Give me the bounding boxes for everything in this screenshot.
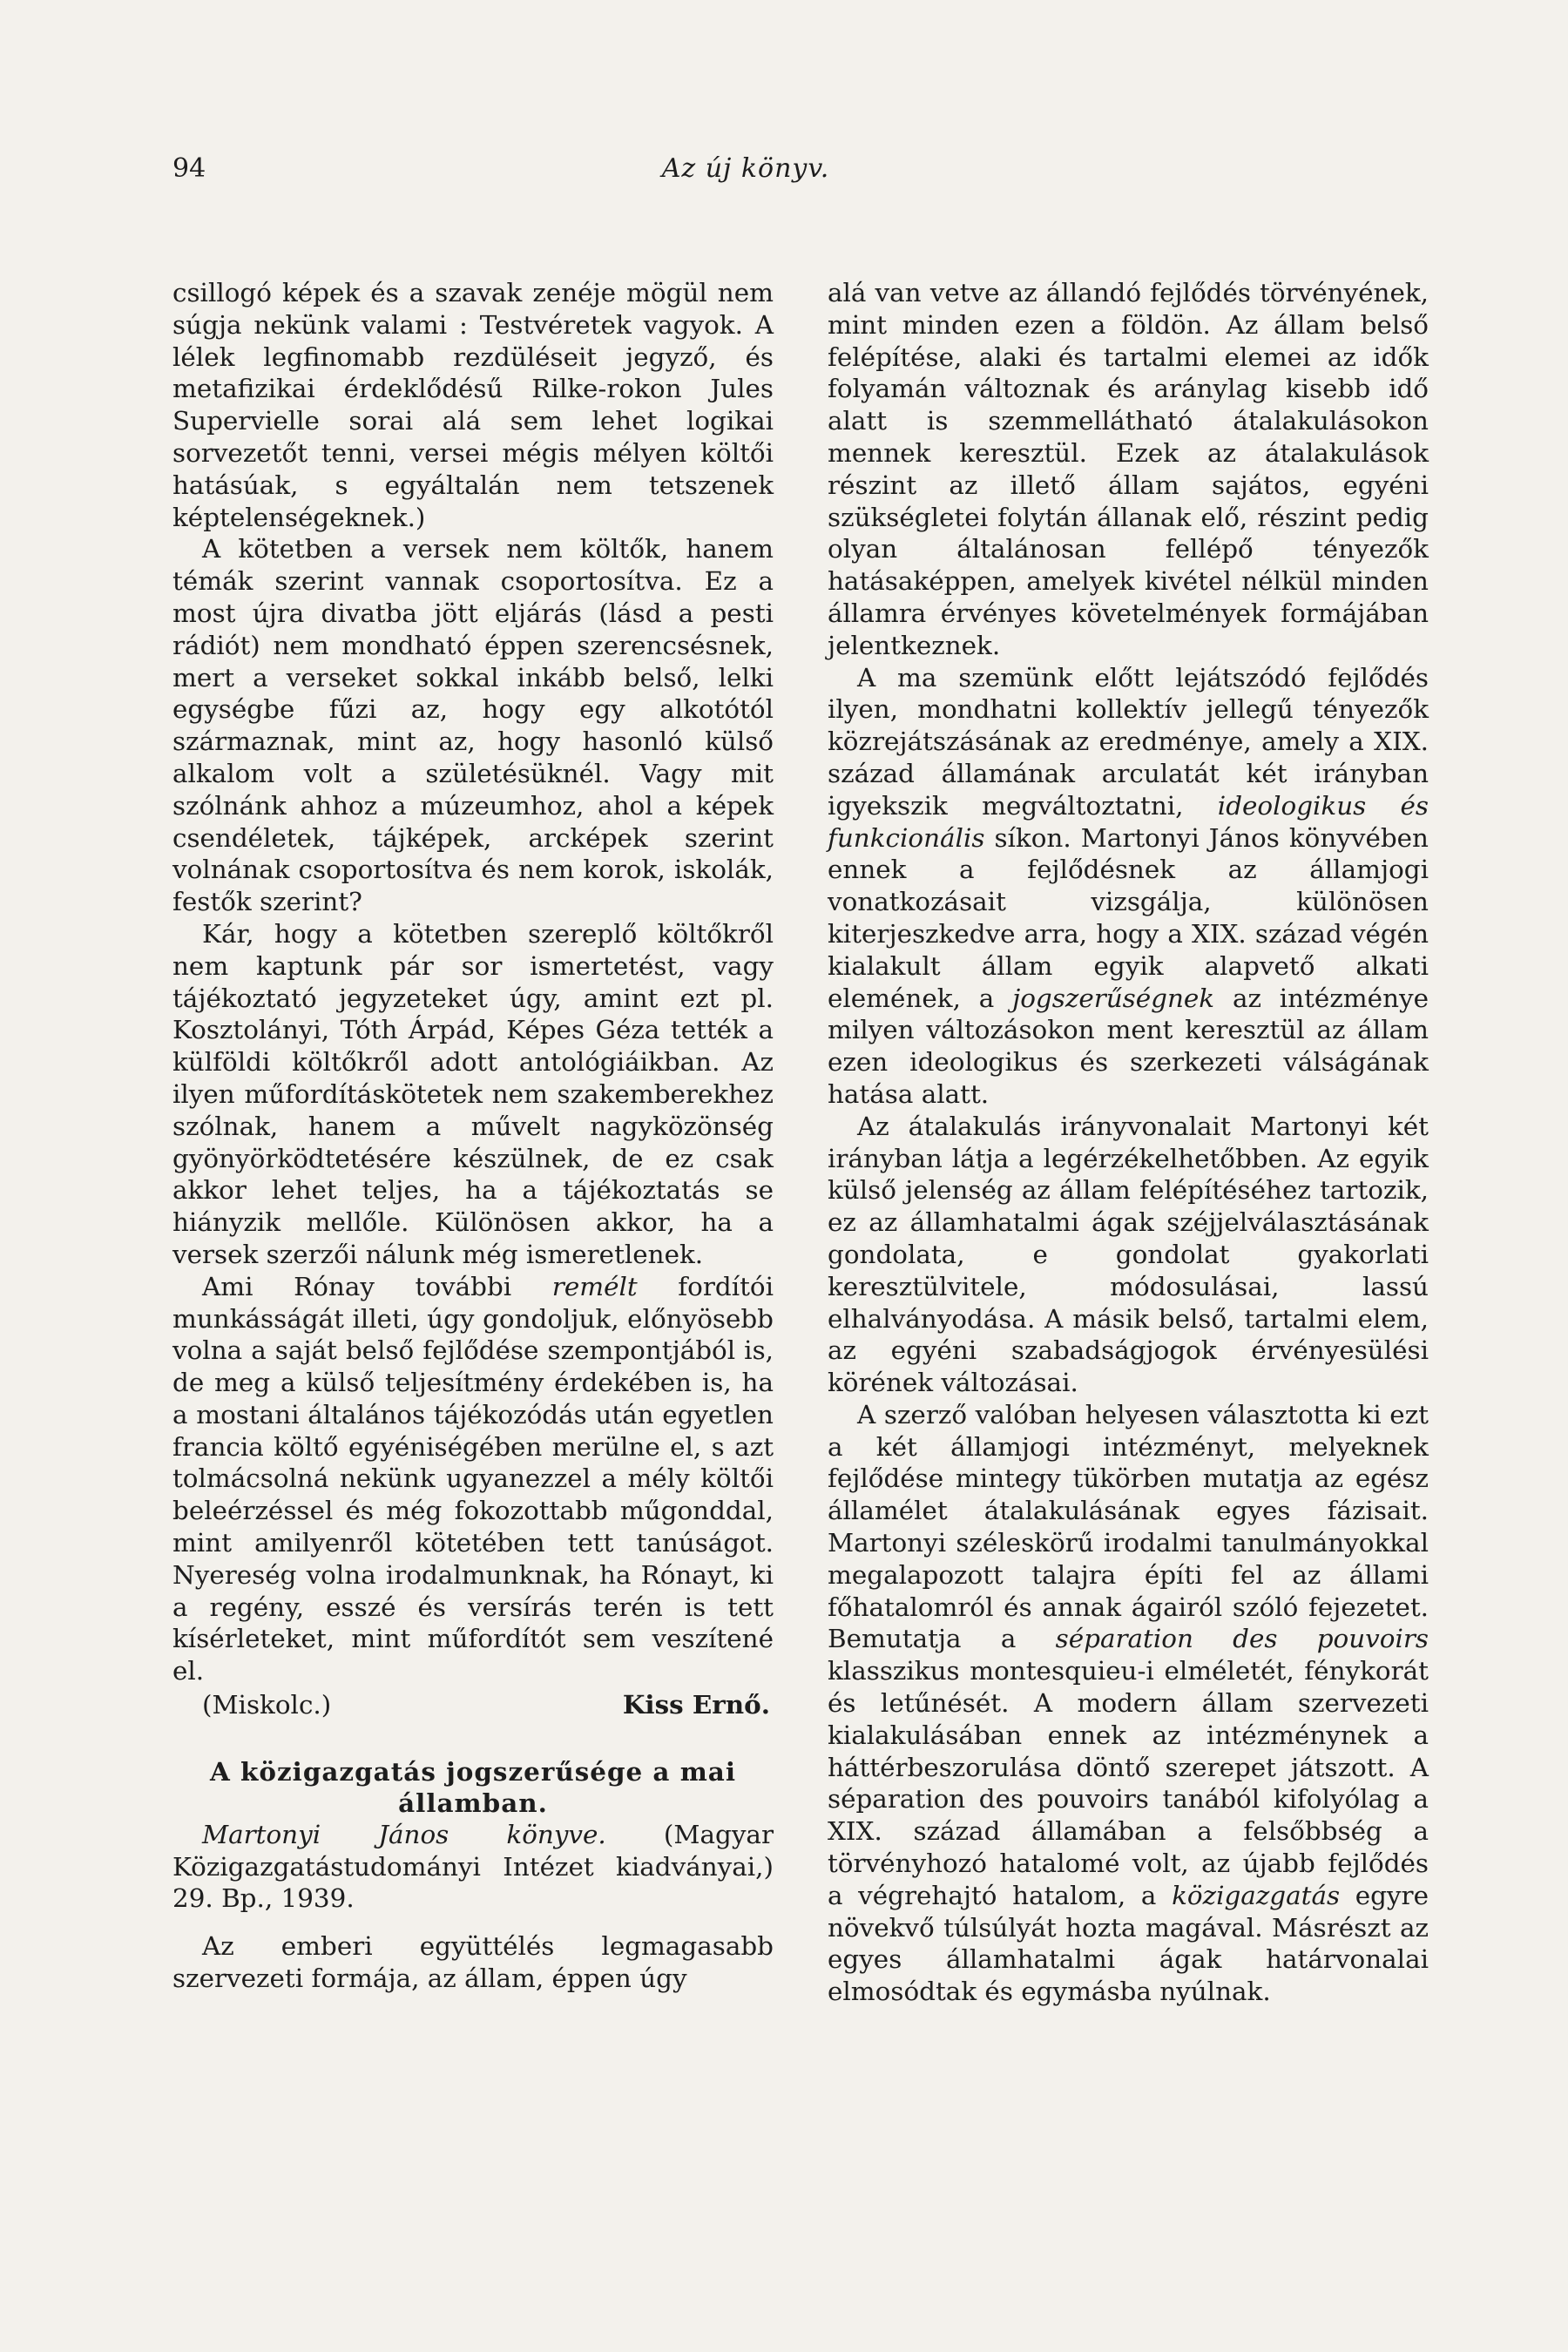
signature-place: (Miskolc.) <box>202 1690 332 1720</box>
right-column <box>828 277 1429 2008</box>
section-title: A közigazgatás jogszerűsége a mai államban. <box>209 1755 737 1818</box>
running-title: Az új könyv. <box>661 153 830 184</box>
right-p4-text-a: A szerző valóban helyesen választotta ki ezt a két államjogi intézményt, melyeknek fejlődése mintegy tükörben mutatja az egész államélet átalakulásának egyes fázisait. Martonyi széleskörű irodalmi tanulmányokkal megalapozott talajra építi fel az állami főhatalomról és annak ágairól szóló fejezetet. Bemutatja a <box>828 1399 1429 1654</box>
right-p2-italic-b: jogszerűségnek <box>1012 983 1215 1013</box>
right-p2-text-c: az intézménye milyen változásokon ment keresztül az állam ezen ideologikus és szerkezeti válságának hatása alatt. <box>828 983 1429 1109</box>
right-paragraph-3: Az átalakulás irányvonalait Martonyi két irányban látja a legérzékelhetőbben. Az egyik külső jelenség az állam felépítéséhez tartozik, ez az államhatalmi ágak széjjelválasztásának gondolata, e gondolat gyakorlati keresztülvitele, módosulásai, lassú elhalványodása. A másik belső, tartalmi elem, az egyéni szabadságjogok érvényesülési körének változásai. <box>828 1111 1429 1398</box>
left-paragraph-2: A kötetben a versek nem költők, hanem témák szerint vannak csoportosítva. Ez a most újra divatba jött eljárás (lásd a pesti rádiót) nem mondható éppen szerencsésnek, mert a verseket sokkal inkább belső, lelki egységbe fűzi az, hogy egy alkotótól származnak, mint az, hogy hasonló külső alkalom volt a születésüknél. Vagy mit szólnánk ahhoz a múzeumhoz, ahol a képek csendéletek, tájképek, arcképek szerint volnának csoportosítva és nem korok, iskolák, festők szerint? <box>172 534 774 917</box>
right-p4-italic-b: közigazgatás <box>1172 1880 1341 1910</box>
left-p4-italic: remélt <box>551 1271 638 1301</box>
citation-italic: Martonyi János könyve. <box>202 1819 606 1849</box>
right-p4-text-c: egyre növekvő túlsúlyát hozta magával. Másrészt az egyes államhatalmi ágak határvonalai elmosódtak és egymásba nyúlnak. <box>828 1880 1429 2007</box>
right-p2-italic-a: ideologikus és funkcionális <box>828 790 1429 853</box>
page-number: 94 <box>172 153 206 184</box>
page-header <box>172 153 1319 192</box>
left-paragraph-3: Kár, hogy a kötetben szereplő költőkről nem kaptunk pár sor ismertetést, vagy tájékoztató jegyzeteket úgy, amint ezt pl. Kosztolányi, Tóth Árpád, Képes Géza tették a külföldi költőkről adott antológiáikban. Az ilyen műfordításkötetek nem szakemberekhez szólnak, hanem a művelt nagyközönség gyönyörködtetésére készülnek, de ez csak akkor lehet teljes, ha a tájékoztatás se hiányzik mellőle. Különösen akkor, ha a versek szerzői nálunk még ismeretlenek. <box>172 918 774 1269</box>
left-p4-text-b: fordítói munkásságát illeti, úgy gondoljuk, előnyösebb volna a saját belső fejlődése szempontjából is, de meg a külső teljesítmény érdekében is, ha a mostani általános tájékozódás után egyetlen francia költő egyéniségében merülne el, s azt tolmácsolná nekünk ugyanezzel a mély költői beleérzéssel és még fokozottabb műgonddal, mint amilyenről kötetében tett tanúságot. Nyereség volna irodalmunknak, ha Rónayt, ki a regény, esszé és versírás terén is tett kísérleteket, mint műfordítót sem veszítené el. <box>172 1271 774 1686</box>
right-paragraph-2 <box>828 662 1429 1111</box>
book-citation <box>172 1819 774 1915</box>
right-paragraph-4 <box>828 1399 1429 2008</box>
citation-rest: (Magyar Közigazgatástudományi Intézet kiadványai,) 29. Bp., 1939. <box>172 1819 774 1914</box>
right-p4-italic-a: séparation des pouvoirs <box>1055 1624 1429 1654</box>
right-p4-text-b: klasszikus montesquieu-i elméletét, fénykorát és letűnését. A modern állam szervezeti kialakulásában ennek az intézménynek a háttérbeszorulása döntő szerepet játszott. A séparation des pouvoirs tanából kifolyólag a XIX. század államában a felsőbbség a törvényhozó hatalomé volt, az újabb fejlődés a végrehajtó hatalom, a <box>828 1656 1429 1910</box>
signature-author: Kiss Ernő. <box>622 1689 770 1720</box>
right-paragraph-1: alá van vetve az állandó fejlődés törvényének, mint minden ezen a földön. Az állam belső felépítése, alaki és tartalmi elemei az idők folyamán változnak és aránylag kisebb idő alatt is szemmellátható átalakulásokon mennek keresztül. Ezek az átalakulások részint az illető állam sajátos, egyéni szükségletei folytán állanak elő, részint pedig olyan általánosan fellépő tényezők hatásaképpen, amelyek kivétel nélkül minden államra érvényes követelmények formájában jelentkeznek. <box>828 278 1429 660</box>
right-p2-text-b: síkon. Martonyi János könyvében ennek a fejlődésnek az államjogi vonatkozásait vizsgálja, különösen kiterjeszkedve arra, hogy a XIX. század végén kialakult állam egyik alapvető alkati elemének, a <box>828 822 1429 1013</box>
left-p4-text-a: Ami Rónay további <box>202 1271 552 1301</box>
left-paragraph-1: csillogó képek és a szavak zenéje mögül nem súgja nekünk valami : Testvéretek vagyok. A lélek legfinomabb rezdüléseit jegyző, és metafizikai érdeklődésű Rilke-rokon Jules Supervielle sorai alá sem lehet logikai sorvezetőt tenni, versei mégis mélyen költői hatásúak, s egyáltalán nem tetszenek képtelenségeknek.) <box>172 278 774 532</box>
left-column <box>172 277 774 1995</box>
left-paragraph-5: Az emberi együttélés legmagasabb szervezeti formája, az állam, éppen úgy <box>172 1931 774 1994</box>
left-paragraph-4 <box>172 1271 774 1687</box>
review-signature <box>172 1689 774 1721</box>
right-p2-text-a: A ma szemünk előtt lejátszódó fejlődés ilyen, mondhatni kollektív jellegű tényezők közrejátszásának az eredménye, amely a XIX. század államának arculatát két irányban igyekszik megváltoztatni, <box>828 662 1429 821</box>
